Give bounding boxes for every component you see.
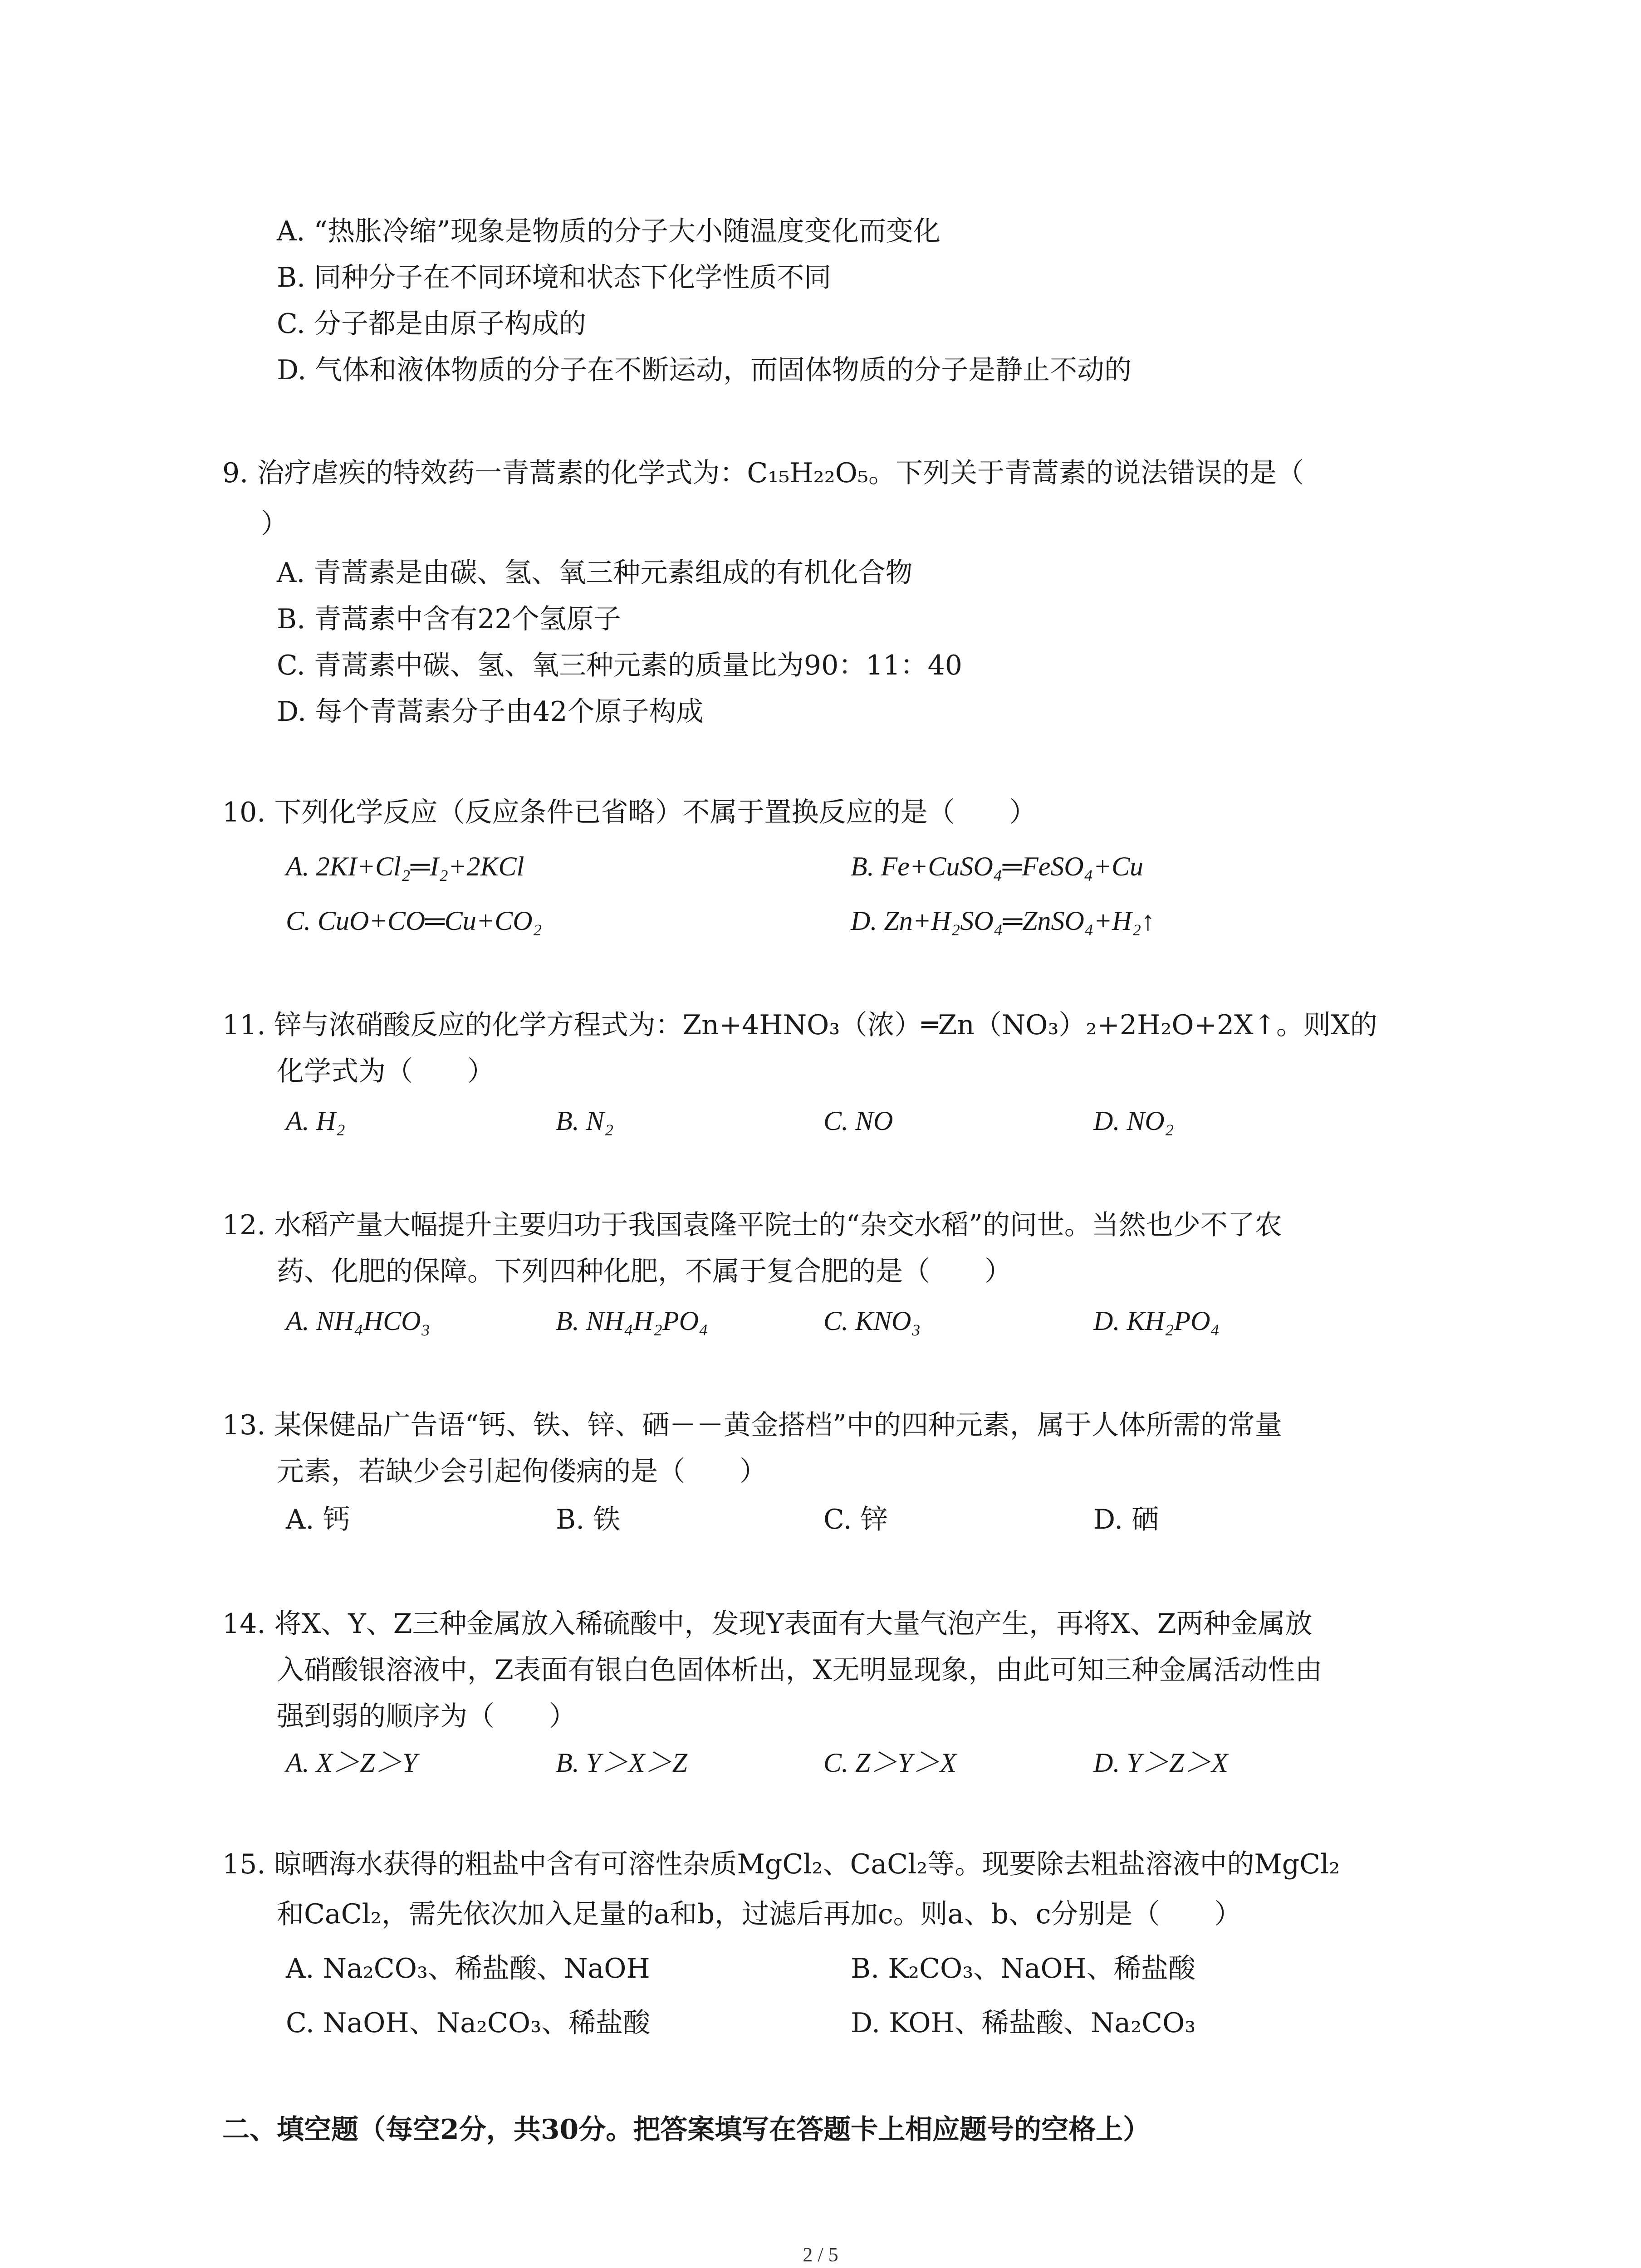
q14-option-d: D. Y＞Z＞X xyxy=(1093,1748,1228,1778)
q8-option-a: A. “热胀冷缩”现象是物质的分子大小随温度变化而变化 xyxy=(277,215,941,247)
q12-stem-line1: 12. 水稻产量大幅提升主要归功于我国袁隆平院士的“杂交水稻”的问世。当然也少不了农 xyxy=(222,1209,1282,1241)
q13-option-b: B. 铁 xyxy=(556,1504,621,1535)
q15-stem-line1: 15. 晾晒海水获得的粗盐中含有可溶性杂质MgCl₂、CaCl₂等。现要除去粗盐溶液中的MgCl₂ xyxy=(222,1848,1340,1880)
q9-stem-line2: ） xyxy=(261,508,288,540)
q10-stem: 10. 下列化学反应（反应条件已省略）不属于置换反应的是（ ） xyxy=(222,797,1037,828)
q13-option-d: D. 硒 xyxy=(1093,1504,1159,1535)
page-number: 2 / 5 xyxy=(803,2244,838,2266)
q8-option-c: C. 分子都是由原子构成的 xyxy=(277,308,586,340)
q11-stem-line2: 化学式为（ ） xyxy=(277,1056,495,1087)
q12-stem-line2: 药、化肥的保障。下列四种化肥，不属于复合肥的是（ ） xyxy=(277,1256,1012,1287)
q9-option-d: D. 每个青蒿素分子由42个原子构成 xyxy=(277,696,704,728)
section-2-heading: 二、填空题（每空2分，共30分。把答案填写在答题卡上相应题号的空格上） xyxy=(222,2114,1151,2146)
q12-option-b: B. NH₄H₂PO₄ xyxy=(556,1306,708,1336)
q15-option-c: C. NaOH、Na₂CO₃、稀盐酸 xyxy=(286,2007,651,2039)
q14-option-c: C. Z＞Y＞X xyxy=(823,1748,957,1778)
q8-option-b: B. 同种分子在不同环境和状态下化学性质不同 xyxy=(277,262,832,293)
q9-option-b: B. 青蒿素中含有22个氢原子 xyxy=(277,603,621,635)
q15-option-a: A. Na₂CO₃、稀盐酸、NaOH xyxy=(286,1953,650,1984)
q13-option-c: C. 锌 xyxy=(823,1504,888,1535)
q11-option-a: A. H₂ xyxy=(286,1106,345,1136)
q12-option-a: A. NH₄HCO₃ xyxy=(286,1306,431,1336)
q14-option-a: A. X＞Z＞Y xyxy=(286,1748,418,1778)
q12-option-d: D. KH₂PO₄ xyxy=(1093,1306,1220,1336)
q13-stem-line1: 13. 某保健品广告语“钙、铁、锌、硒－－黄金搭档”中的四种元素，属于人体所需的常量 xyxy=(222,1409,1282,1441)
q13-option-a: A. 钙 xyxy=(286,1504,350,1535)
q8-option-d: D. 气体和液体物质的分子在不断运动，而固体物质的分子是静止不动的 xyxy=(277,354,1132,386)
q9-stem-line1: 9. 治疗虐疾的特效药一青蒿素的化学式为：C₁₅H₂₂O₅。下列关于青蒿素的说法错误的是（ xyxy=(222,457,1304,489)
q10-option-b: B. Fe+CuSO₄═FeSO₄+Cu xyxy=(851,851,1144,881)
q10-option-a: A. 2KI+Cl₂═I₂+2KCl xyxy=(286,851,524,881)
q14-stem-line1: 14. 将X、Y、Z三种金属放入稀硫酸中，发现Y表面有大量气泡产生，再将X、Z两种金属放 xyxy=(222,1608,1313,1640)
q15-option-d: D. KOH、稀盐酸、Na₂CO₃ xyxy=(851,2007,1196,2039)
q14-stem-line2: 入硝酸银溶液中，Z表面有银白色固体析出，X无明显现象，由此可知三种金属活动性由 xyxy=(277,1654,1323,1686)
q14-stem-line3: 强到弱的顺序为（ ） xyxy=(277,1701,576,1732)
q11-option-d: D. NO₂ xyxy=(1093,1106,1174,1136)
q11-option-c: C. NO xyxy=(823,1106,893,1136)
q14-option-b: B. Y＞X＞Z xyxy=(556,1748,688,1778)
q15-stem-line2: 和CaCl₂，需先依次加入足量的a和b，过滤后再加c。则a、b、c分别是（ ） xyxy=(277,1898,1242,1930)
q9-option-a: A. 青蒿素是由碳、氢、氧三种元素组成的有机化合物 xyxy=(277,557,913,589)
q9-option-c: C. 青蒿素中碳、氢、氧三种元素的质量比为90：11：40 xyxy=(277,650,962,681)
q12-option-c: C. KNO₃ xyxy=(823,1306,921,1336)
q13-stem-line2: 元素，若缺少会引起佝偻病的是（ ） xyxy=(277,1456,767,1487)
q10-option-c: C. CuO+CO═Cu+CO₂ xyxy=(286,906,542,936)
q11-stem-line1: 11. 锌与浓硝酸反应的化学方程式为：Zn+4HNO₃（浓）═Zn（NO₃）₂+2H₂O+2X↑。则X的 xyxy=(222,1009,1377,1041)
q15-option-b: B. K₂CO₃、NaOH、稀盐酸 xyxy=(851,1953,1196,1984)
q10-option-d: D. Zn+H₂SO₄═ZnSO₄+H₂↑ xyxy=(851,906,1155,936)
q11-option-b: B. N₂ xyxy=(556,1106,614,1136)
